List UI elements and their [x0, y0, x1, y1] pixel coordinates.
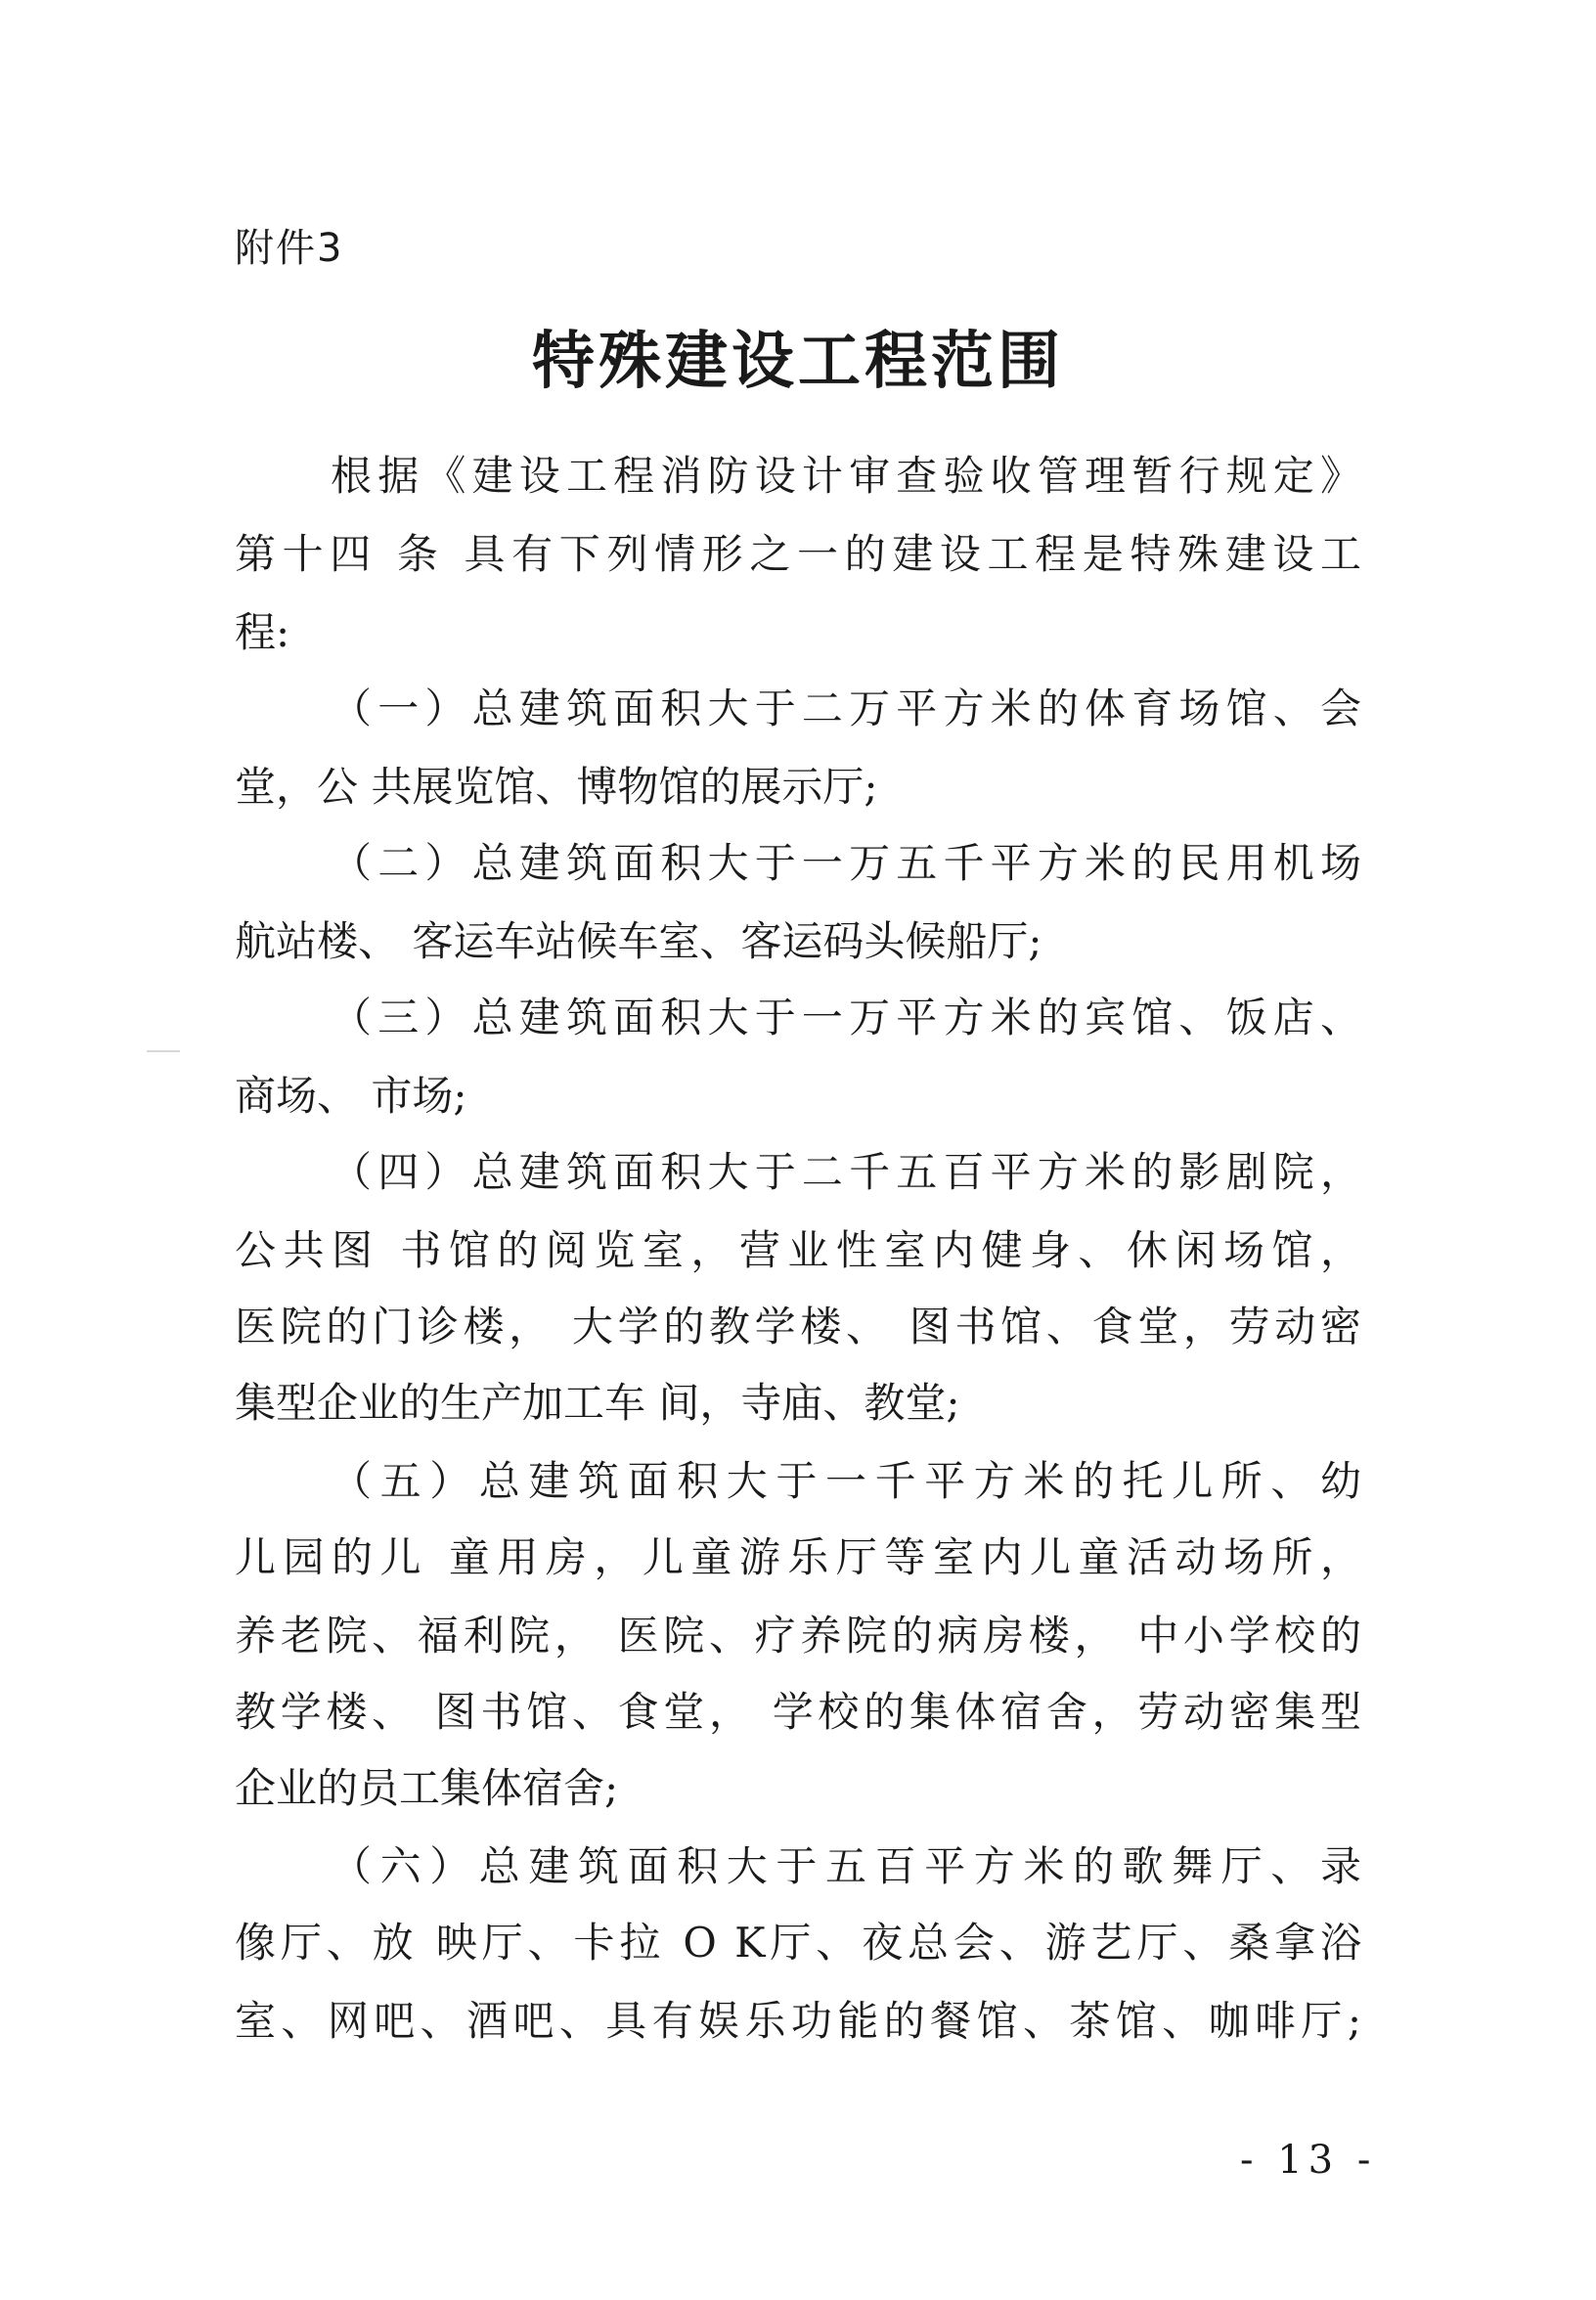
text-line: 程: — [235, 608, 290, 656]
text-line: 堂，公 共展览馆、博物馆的展示厅; — [235, 763, 878, 811]
text-line: 儿园的儿 童用房，儿童游乐厅等室内儿童活动场所， — [235, 1533, 1361, 1581]
text-line: 像厅、放 映厅、卡拉 O K厅、夜总会、游艺厅、桑拿浴 — [235, 1919, 1361, 1967]
attachment-label: 附件3 — [235, 226, 344, 271]
scan-artifact — [147, 1050, 180, 1052]
text-line: 集型企业的生产加工车 间，寺庙、教堂; — [235, 1379, 960, 1427]
text-line: 教学楼、 图书馆、食堂， 学校的集体宿舍，劳动密集型 — [235, 1688, 1361, 1736]
text-line: （二）总建筑面积大于一万五千平方米的民用机场 — [331, 839, 1361, 887]
text-line: （六）总建筑面积大于五百平方米的歌舞厅、录 — [331, 1842, 1361, 1890]
text-line: （一）总建筑面积大于二万平方米的体育场馆、会 — [331, 685, 1361, 732]
text-line: （三）总建筑面积大于一万平方米的宾馆、饭店、 — [331, 994, 1361, 1041]
text-line: 第十四 条 具有下列情形之一的建设工程是特殊建设工 — [235, 530, 1361, 578]
text-line: 医院的门诊楼， 大学的教学楼、 图书馆、食堂，劳动密 — [235, 1303, 1361, 1350]
text-line: （五）总建筑面积大于一千平方米的托儿所、幼 — [331, 1457, 1361, 1505]
text-line: 商场、 市场; — [235, 1072, 467, 1120]
text-line: （四）总建筑面积大于二千五百平方米的影剧院， — [331, 1148, 1361, 1196]
text-line: 公共图 书馆的阅览室，营业性室内健身、休闲场馆， — [235, 1226, 1361, 1274]
document-title: 特殊建设工程范围 — [532, 325, 1064, 398]
text-line: 航站楼、 客运车站候车室、客运码头候船厅; — [235, 917, 1042, 965]
text-line: 企业的员工集体宿舍; — [235, 1764, 619, 1812]
text-line: 根据《建设工程消防设计审查验收管理暂行规定》 — [331, 452, 1361, 500]
page-number: - 13 - — [1240, 2138, 1377, 2183]
text-line: 养老院、福利院， 医院、疗养院的病房楼， 中小学校的 — [235, 1612, 1361, 1659]
text-line: 室、网吧、酒吧、具有娱乐功能的餐馆、茶馆、咖啡厅; — [235, 1997, 1361, 2045]
